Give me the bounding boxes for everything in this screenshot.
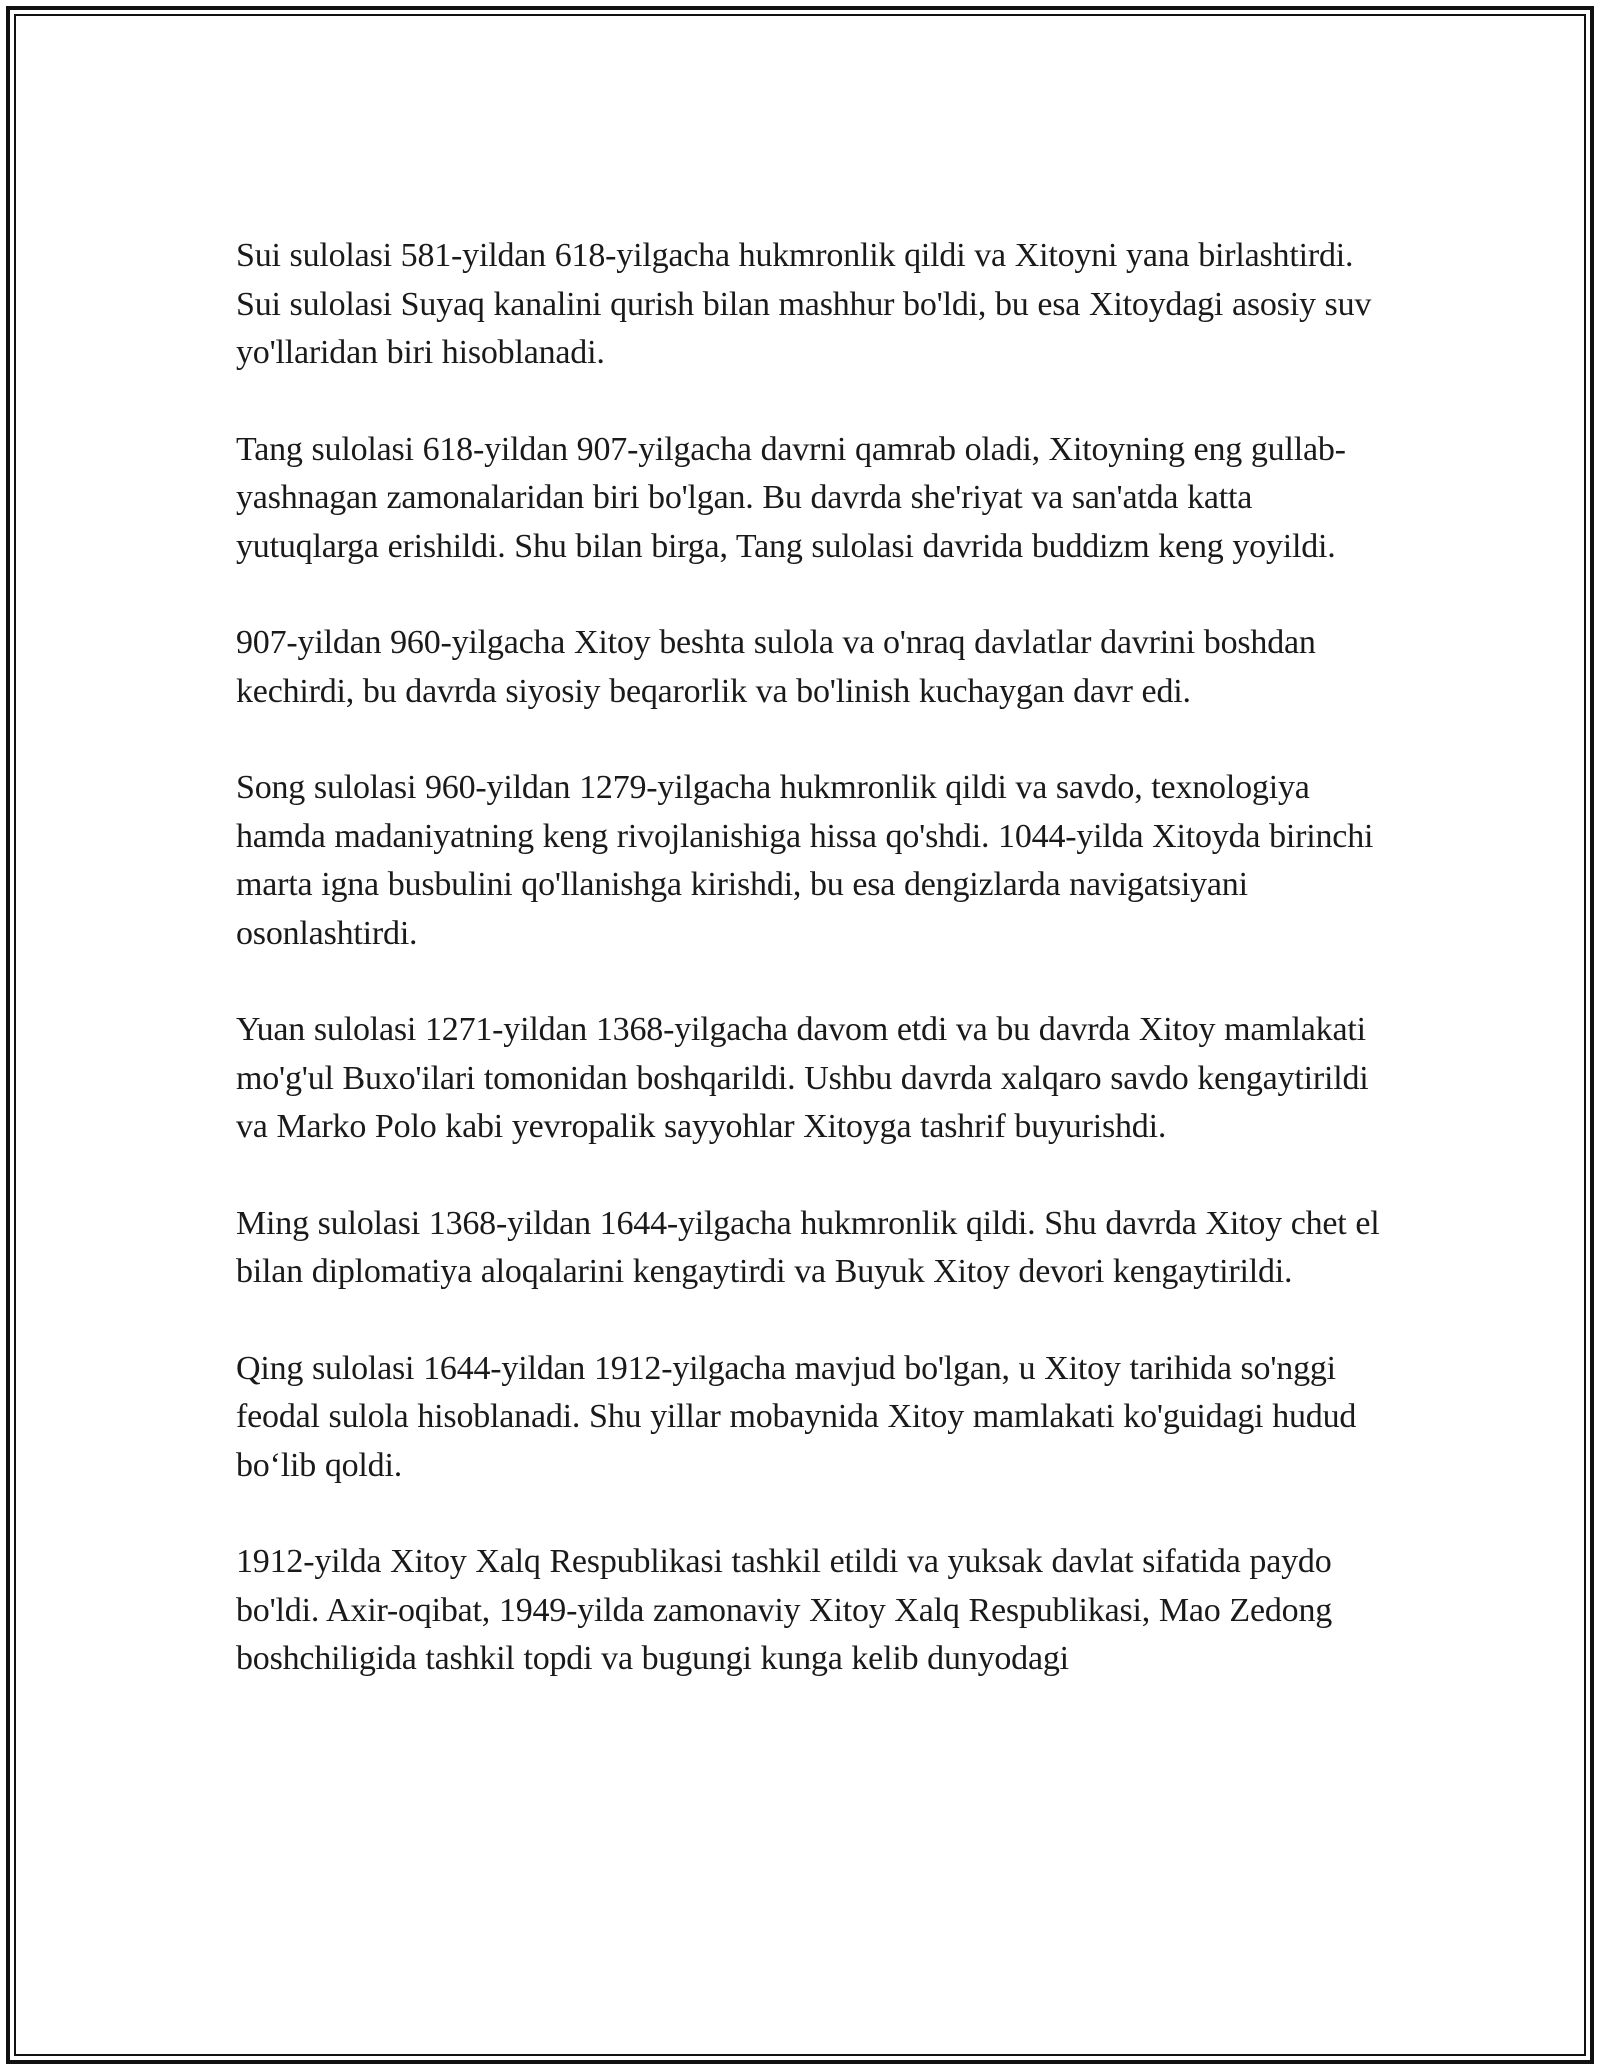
paragraph-yuan-dynasty: Yuan sulolasi 1271-yildan 1368-yilgacha davom etdi va bu davrda Xitoy mamlakati mo'g'ul Buxo'ilari tomonidan boshqarildi. Ushbu davrda xalqaro savdo kengaytirildi va Marko Polo kabi yevropalik sayyohlar Xitoyga tashrif buyurishdi. — [236, 1011, 1369, 1145]
paragraph-five-dynasties: 907-yildan 960-yilgacha Xitoy beshta sulola va o'nraq davlatlar davrini boshdan kechirdi, bu davrda siyosiy beqarorlik va bo'linish kuchaygan davr edi. — [236, 624, 1316, 710]
document-body — [236, 232, 1381, 1732]
paragraph-republic: 1912-yilda Xitoy Xalq Respublikasi tashkil etildi va yuksak davlat sifatida paydo bo'ldi. Axir-oqibat, 1949-yilda zamonaviy Xitoy Xalq Respublikasi, Mao Zedong boshchiligida tashkil topdi va bugungi kunga kelib dunyodagi — [236, 1543, 1333, 1677]
paragraph-tang-dynasty: Tang sulolasi 618-yildan 907-yilgacha davrni qamrab oladi, Xitoyning eng gullab-yashnagan zamonalaridan biri bo'lgan. Bu davrda she'riyat va san'atda katta yutuqlarga erishildi. Shu bilan birga, Tang sulolasi davrida buddizm keng yoyildi. — [236, 430, 1346, 565]
paragraph-ming-dynasty: Ming sulolasi 1368-yildan 1644-yilgacha hukmronlik qildi. Shu davrda Xitoy chet el bilan diplomatiya aloqalarini kengaytirdi va Buyuk Xitoy devori kengaytirildi. — [236, 1204, 1380, 1290]
paragraph-qing-dynasty: Qing sulolasi 1644-yildan 1912-yilgacha mavjud bo'lgan, u Xitoy tarihida so'nggi feodal sulola hisoblanadi. Shu yillar mobaynida Xitoy mamlakati ko'guidagi hudud bo‘lib qoldi. — [236, 1349, 1357, 1484]
paragraph-song-dynasty: Song sulolasi 960-yildan 1279-yilgacha hukmronlik qildi va savdo, texnologiya hamda madaniyatning keng rivojlanishiga hissa qo'shdi. 1044-yilda Xitoyda birinchi marta igna busbulini qo'llanishga kirishdi, bu esa dengizlarda navigatsiyani osonlashtirdi. — [236, 769, 1374, 952]
paragraph-sui-dynasty: Sui sulolasi 581-yildan 618-yilgacha hukmronlik qildi va Xitoyni yana birlashtirdi. Sui sulolasi Suyaq kanalini qurish bilan mashhur bo'ldi, bu esa Xitoydagi asosiy suv yo'llaridan biri hisoblanadi. — [236, 237, 1372, 371]
